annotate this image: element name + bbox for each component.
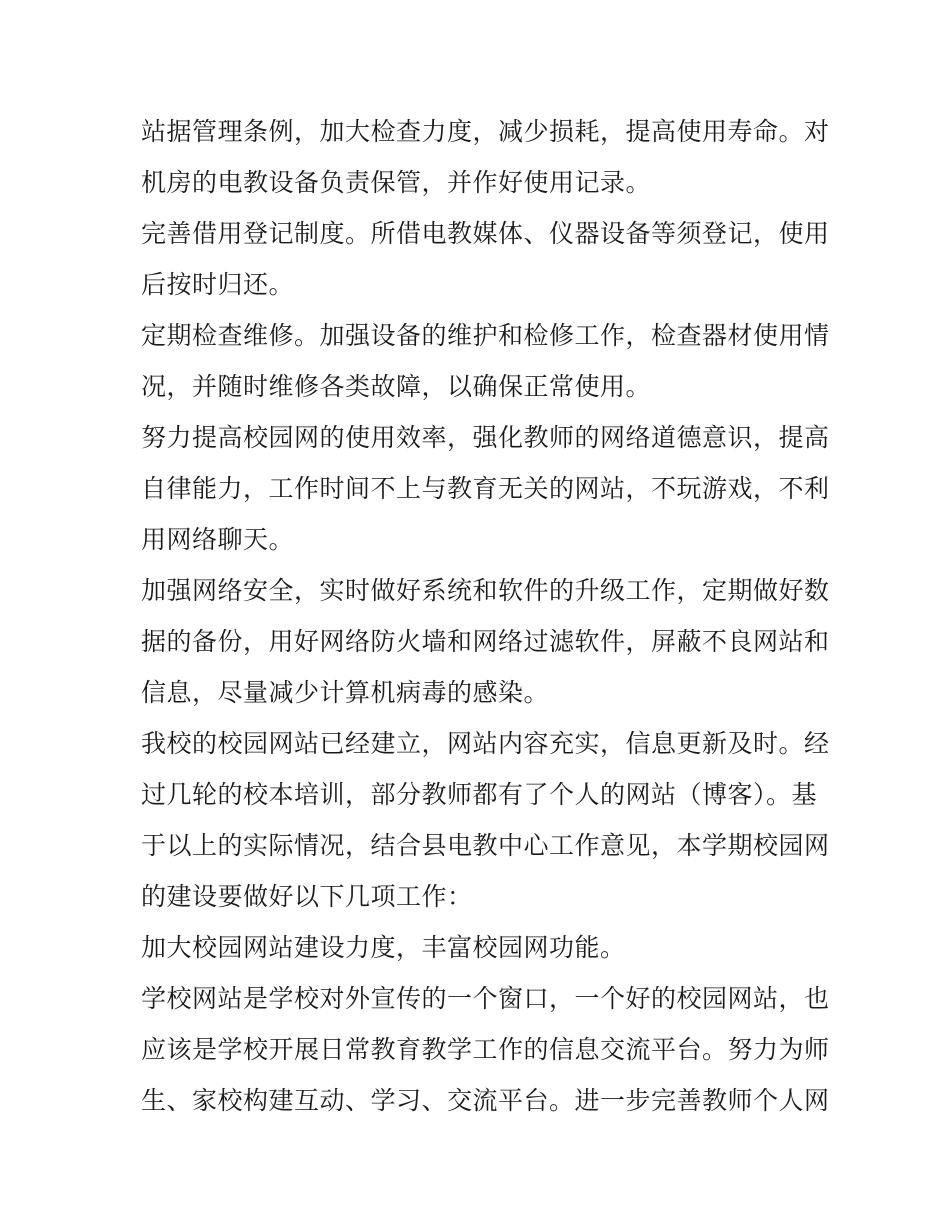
text-line: 于以上的实际情况，结合县电教中心工作意见，本学期校园网 (141, 831, 830, 860)
text-line: 应该是学校开展日常教育教学工作的信息交流平台。努力为师 (141, 1035, 830, 1064)
text-line: 定期检查维修。加强设备的维护和检修工作，检查器材使用情 (141, 321, 830, 350)
text-line: 况，并随时维修各类故障，以确保正常使用。 (141, 372, 652, 401)
text-line: 过几轮的校本培训，部分教师都有了个人的网站（博客）。基 (141, 780, 818, 809)
document-body (141, 106, 830, 1126)
text-line: 信息，尽量减少计算机病毒的感染。 (141, 678, 550, 707)
text-line: 自律能力，工作时间不上与教育无关的网站，不玩游戏，不利 (141, 474, 830, 503)
text-line: 努力提高校园网的使用效率，强化教师的网络道德意识，提高 (141, 423, 830, 452)
text-line: 加强网络安全，实时做好系统和软件的升级工作，定期做好数 (141, 576, 830, 605)
text-line: 站据管理条例，加大检查力度，减少损耗，提高使用寿命。对 (141, 117, 830, 146)
text-line: 机房的电教设备负责保管，并作好使用记录。 (141, 168, 652, 197)
text-line: 生、家校构建互动、学习、交流平台。进一步完善教师个人网 (141, 1086, 830, 1115)
text-line: 用网络聊天。 (141, 525, 295, 554)
text-line: 完善借用登记制度。所借电教媒体、仪器设备等须登记，使用 (141, 219, 830, 248)
text-line: 加大校园网站建设力度，丰富校园网功能。 (141, 933, 626, 962)
text-line: 的建设要做好以下几项工作： (141, 882, 473, 911)
text-line: 后按时归还。 (141, 270, 295, 299)
text-line: 我校的校园网站已经建立，网站内容充实，信息更新及时。经 (141, 729, 830, 758)
text-line: 据的备份，用好网络防火墙和网络过滤软件，屏蔽不良网站和 (141, 627, 830, 656)
text-line: 学校网站是学校对外宣传的一个窗口，一个好的校园网站，也 (141, 984, 830, 1013)
